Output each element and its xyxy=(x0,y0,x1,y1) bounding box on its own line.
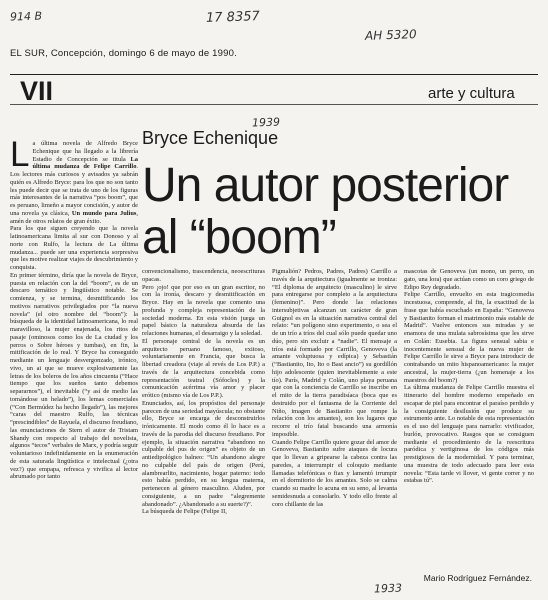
column-1-body xyxy=(10,135,138,481)
column-paragraph: Felipe Carrillo, envuelto en esta tragicomedia incestuosa, comprende, al fin, la exactitud de la frase que había escuchado en España: “Genoveva y Bastianito forman el matrimonio más estable de Madrid”. Vuelve entonces sus miradas y se enamora de una mulata sabrosísima que les sirve en Colán: Eusebia. La figura sensual sabia e inocentemente sensual de la nueva mujer de Felipe Carrillo le sirve a Bryce para introducir de contrabando un mito hispanoamericano: la mujer ancestral, la mujer-tierra (¿un homenaje a los maestros del boom?) xyxy=(404,291,534,384)
drop-cap: L xyxy=(10,135,30,174)
article-kicker-author: Bryce Echenique xyxy=(142,128,279,148)
section-title: arte y cultura xyxy=(428,85,515,102)
section-top-rule xyxy=(10,74,538,75)
column-paragraph: La última mudanza de Felipe Carrillo muestra el itinerario del hombre moderno empeñado en escapar de piel para encontrar el paraíso perdido y la consiguiente desilusión que produce su estrumento ante. Lo notable de esta representación es el uso del lenguaje para narrarlo: vivificador, burlón, provocativo. Rasgos que se consiguen mediante el procedimiento de la reescritura paródica y vertiginosa de los códigos más prestigiosos de la modernidad. Y para terminar, una muestra de todo adecuado para leer esta novela: “Esta tarde vi llover, vi gente correr y no estabas tú”. xyxy=(404,384,534,485)
book-title: La última mudanza de Felipe Carrillo xyxy=(32,155,138,171)
column-paragraph: Pigmalión? Pedros, Padres, Padres) Carrillo a través de la arquitectura (igualmente se ironiza: “El diploma de arquitecto (masculino) le sirve para entregarse por completo a la arquitectura (femenino)”. Pero donde las relaciones intersubjetivas alcanzan un carácter de gran Guignol es en la situación narrativa central del relato: “un polígono sino experimento, o sea el de un trío a tríos del cual sólo puede quedar uno dúo, pero sin excluir a “nadie”. El mensaje a tríos está formado por Carrillo, Genoveva (la amante voluptuosa y edípica) y Sebastián (“Bastianito, Ito, Ito o Bast ancio”) su gordillón hijo adolescente (quien inevitablemente a este tío). París, Madrid y Colán, uno playa peruana que con la conciencia de Carrillo se inscribe en el mito de la tierra paradisíaca (boca que es destruido por el fantasma de la Corriente del Niño, imagen de Bastianito que rompe la relación con los amantes), son los lugares que recorre el trío fatal buscando una armonía imposible. xyxy=(272,268,397,438)
paragraph-text: Para los que siguen creyendo que la novela latinoamericana limita al sur con Donoso y al norte con Rulfo, la lectura de La última mudanza... puede ser una experiencia sorpresiva que les motive realizar viajes de descubrimiento y conquista. xyxy=(10,225,138,271)
article-column-3 xyxy=(272,268,397,508)
column-paragraph: Cuando Felipe Carrillo quiere gozar del amor de Genoveva, Bastianito sufre ataques de locura que lo llevan a gripearse la cabeza contra las paredes, a interrumpir el coloquio mediante llamadas telefónicas o fiax y lamentó irrumpir en el dormitorio de los amantes. Solo se calma cuando su madre lo acuna en su seno, al levanta semidesnuda a consolarlo. Y todo ello frente al coro chillante de las xyxy=(272,438,397,508)
headline-line-2: al “boom” xyxy=(142,211,336,264)
book-title: Un mundo para Julius xyxy=(71,209,137,217)
column-paragraph: Pero ¡ojo! que por eso es un gran escritor, no con la ironía, descaro y desmitificación en Bryce. Hay en la novela que comento una profunda y compleja representación de la sociedad moderna. En esta visión juega un papel básico la naturaleza absurda de las relaciones humanas, el desarraigo y la soledad. xyxy=(142,283,265,337)
article-column-2 xyxy=(142,268,265,516)
column-paragraph: convencionalismo, trascendencia, neoescrituras opacas. xyxy=(142,268,265,283)
paragraph-text: En primer término, diría que la novela de Bryce, puesta en relación con la del “boom”, es de un descaro temático y lingüístico notable. Se comienza, y se termina, desmitificando los motivos narrativos privilegiados por “la nueva novela” (el otro nombre del “boom”): la búsqueda de la identidad latinoamericana, lo real maravilloso, la mujer enajenada, los ritos de pasaje (ominosos como los de La ciudad y los perros o Sobre héroes y tumbas), en fin, la mitificación de lo real. Y Bryce ha conseguido mediante un lenguaje desvergonzado, irónico, vivo, un ai que se mueve explosivamente las letras de los boleros de los años cincuenta (“Hace tiempo que los sueños tanto debemos separarnos”), el inevitable (“y así de medio las tomándose un helado”), los lemas comerciales (“Con Bermúdez ha hecho llegado”), las mejores “caras del maestro Rulfo, las técnicas “prescindibles” de Rayuela, el discurso freudiano, las enunciaciones de Stern el autor de Tristam Shandy con respecto al trabajo del novelista, algunos “tecos” verbales de Marx, y podría seguir voluntarioso indefinidamente en la enumeración de esta saturada lingüística e intelectual (¿otra vez?) que empapa, refresca y vivifica al lector abrumado por tanto xyxy=(10,271,138,481)
column-1-paragraph xyxy=(10,272,138,481)
column-paragraph: La búsqueda de Felipe (Felipe II, xyxy=(142,508,227,516)
handwritten-note-bottom: 1933 xyxy=(373,581,403,596)
article-column-1 xyxy=(10,135,138,481)
column-paragraph: mascotas de Genoveva (un mono, un perro, un gato, una lora) que actúan como un coro griego de Edipo Rey degradado. xyxy=(404,268,534,291)
article-column-4 xyxy=(404,268,534,485)
column-paragraph: Enunciados, así, los propósitos del personaje parecen de una seriedad mayúscula; no obstante ello, Bryce se encarga de desconstruirlos irónicamente. El modo como él lo hace es a través de la parodia del discurso freudiano. Por ejemplo, la situación narrativa “abandono no culpable del pus de origen” es objeto de un antiedipológico balneo: “Un abandono alegre no culpable del país de origen (Perú, alambrearlito, nacimiento, hogar paterno: todo esto había perdido, en su lengua materna, pertenecen al género masculino. Aluden, por consiguiente, a un padre “alegremente abandonado”. ¿Abandonado a su suerte?)”. xyxy=(142,399,265,508)
headline-line-1: Un autor posterior xyxy=(142,159,509,212)
handwritten-note-year: 1939 xyxy=(251,115,281,130)
newspaper-dateline: EL SUR, Concepción, domingo 6 de mayo de 1990. xyxy=(10,48,237,59)
paragraph-text: . Los lectores más curiosos y avisados ya sabrán quién es Alfredo Bryce: para los que no son tanto les puede decir que se trata de uno de los figuras más interesantes de la narrativa “pos boom”, que es peruano, limeño a mayor concisión, y autor de una novela ya clásica, xyxy=(10,163,138,217)
section-number: VII xyxy=(20,76,54,106)
handwritten-note-top-left: 914 B xyxy=(9,9,43,24)
paragraph-text: , amén de otros relatos de gran éxito. xyxy=(10,209,138,225)
column-1-paragraph xyxy=(10,225,138,272)
paragraph-text: a última novela de Alfredo Bryce Echenique que ha llegado a la librería Estadio de Concepción se titula xyxy=(32,140,138,163)
section-bottom-rule xyxy=(10,104,538,105)
handwritten-note-top-center: 17 8357 xyxy=(205,9,261,26)
article-headline xyxy=(142,160,532,264)
article-byline: Mario Rodríguez Fernández. xyxy=(423,573,532,583)
column-paragraph: El personaje central de la novela es un arquitecto peruano famoso, exitoso, voluntariamente en Francia, que busca la libertad creadora (viaje al revés de Los P.P.) a través de la arquitectura concebida como representación teatral (Sófocles) y la comunicación acérrima vía amor y placer erótico (mismo vía de Los P.P.). xyxy=(142,337,265,399)
handwritten-note-top-right: AH 5320 xyxy=(364,27,417,43)
